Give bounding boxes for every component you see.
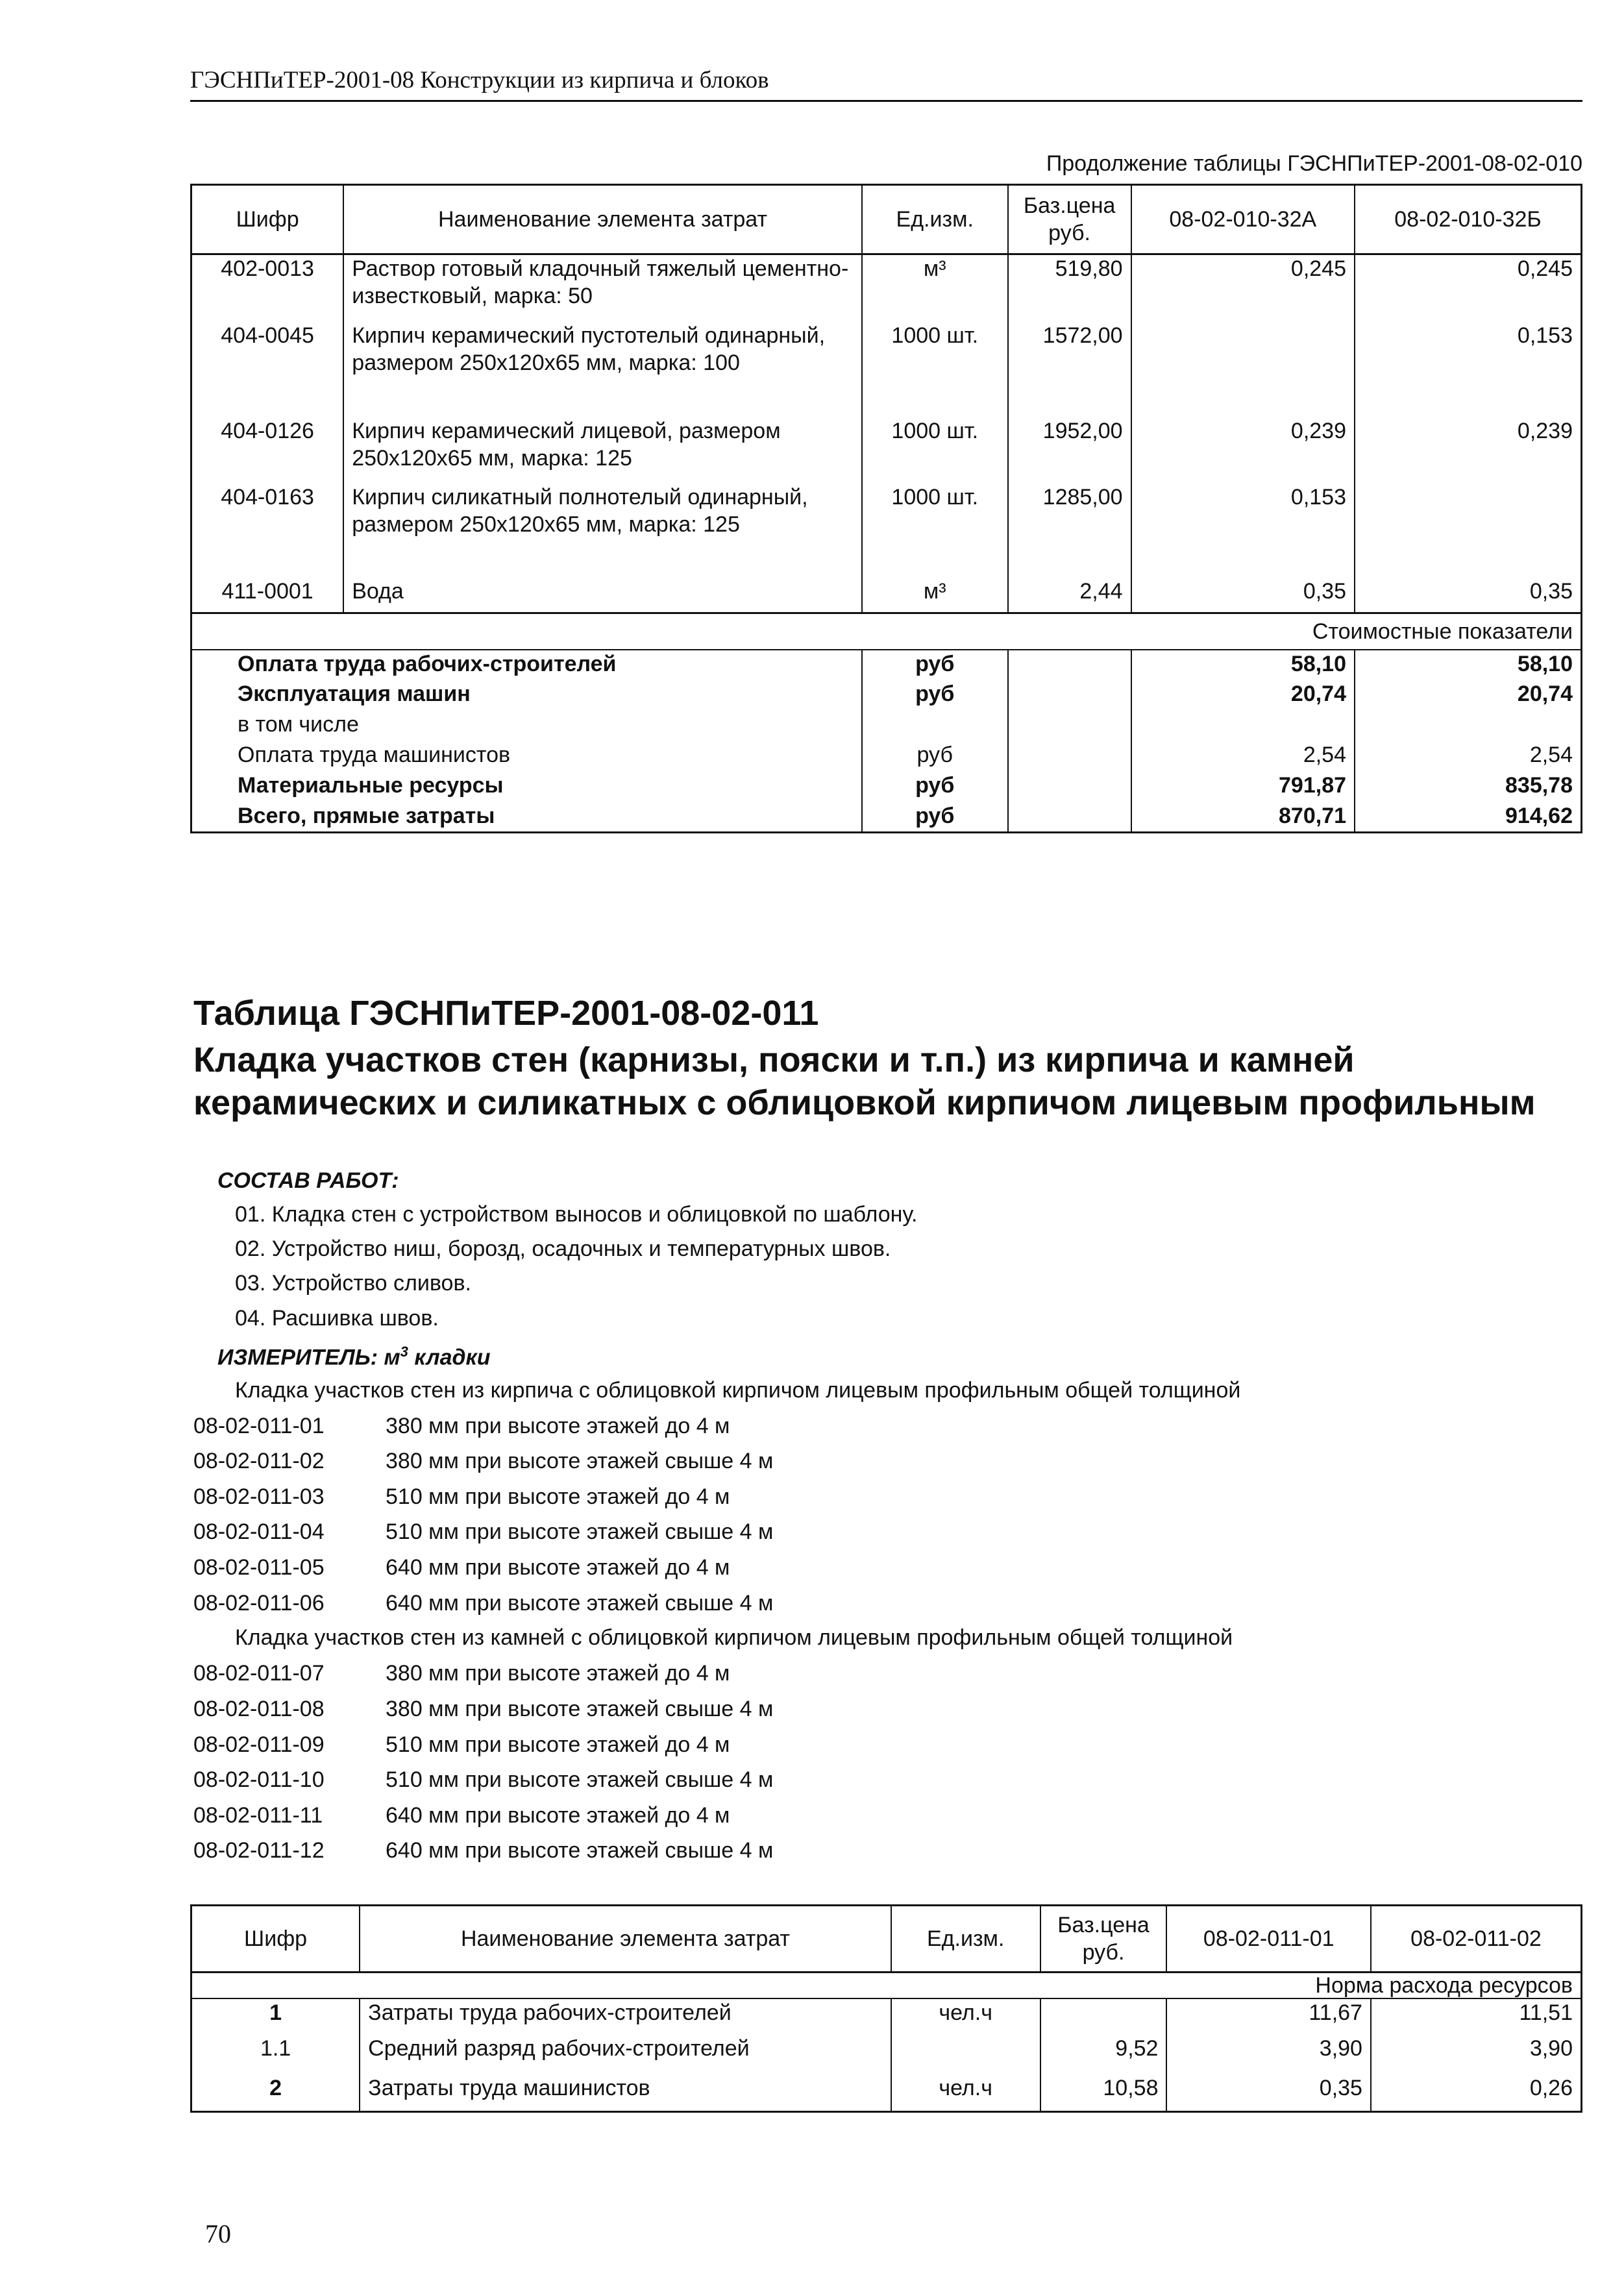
row-name: Средний разряд рабочих-строителей bbox=[360, 2035, 891, 2074]
section-label: Норма расхода ресурсов bbox=[191, 1973, 1582, 1999]
row-code: 1 bbox=[269, 2000, 282, 2025]
cost-value-b: 2,54 bbox=[1355, 741, 1581, 772]
row-value-a: 0,153 bbox=[1131, 484, 1355, 578]
row-unit: 1000 шт. bbox=[862, 322, 1008, 417]
table-row bbox=[191, 322, 1582, 417]
row-price: 1952,00 bbox=[1008, 417, 1131, 484]
cost-name: Всего, прямые затраты bbox=[238, 803, 495, 828]
cost-unit: руб bbox=[862, 772, 1008, 802]
row-value-a: 0,35 bbox=[1131, 578, 1355, 613]
row-price: 1572,00 bbox=[1008, 322, 1131, 417]
row-value-a: 0,35 bbox=[1166, 2074, 1370, 2111]
item-code: 08-02-011-10 bbox=[193, 1767, 325, 1792]
cost-name: Материальные ресурсы bbox=[238, 772, 504, 798]
cost-row bbox=[191, 711, 1582, 741]
row-code: 404-0126 bbox=[221, 418, 314, 443]
row-value-b: 3,90 bbox=[1371, 2035, 1582, 2074]
item-code: 08-02-011-04 bbox=[193, 1519, 325, 1544]
table-row bbox=[191, 254, 1582, 322]
code-list-item bbox=[193, 1803, 730, 1828]
item-text: 380 мм при высоте этажей свыше 4 м bbox=[386, 1697, 774, 1721]
item-code: 08-02-011-06 bbox=[193, 1591, 325, 1616]
table-row bbox=[191, 417, 1582, 484]
row-value-a: 3,90 bbox=[1166, 2035, 1370, 2074]
resource-table-010 bbox=[190, 184, 1582, 833]
row-value-a bbox=[1131, 322, 1355, 417]
header-code: Шифр bbox=[191, 185, 344, 254]
row-value-b: 0,239 bbox=[1355, 417, 1581, 484]
code-list-item bbox=[193, 1484, 730, 1510]
header-name: Наименование элемента затрат bbox=[360, 1906, 891, 1973]
cost-name: Эксплуатация машин bbox=[238, 681, 471, 706]
composition-step: 03. Устройство сливов. bbox=[235, 1271, 471, 1296]
row-price: 9,52 bbox=[1040, 2035, 1167, 2074]
item-code: 08-02-011-11 bbox=[193, 1803, 323, 1828]
cost-price-empty bbox=[1008, 741, 1131, 772]
row-value-b: 11,51 bbox=[1371, 1998, 1582, 2035]
code-list-item bbox=[193, 1449, 773, 1474]
code-list-item bbox=[193, 1661, 730, 1686]
row-code: 402-0013 bbox=[221, 256, 314, 281]
item-code: 08-02-011-09 bbox=[193, 1732, 325, 1757]
cost-value-a: 2,54 bbox=[1131, 741, 1355, 772]
row-name: Раствор готовый кладочный тяжелый цементно-известковый, марка: 50 bbox=[343, 254, 862, 322]
row-code: 2 bbox=[269, 2076, 282, 2100]
cost-price-empty bbox=[1008, 802, 1131, 833]
item-text: 380 мм при высоте этажей до 4 м bbox=[386, 1414, 730, 1438]
header-price: Баз.цена руб. bbox=[1040, 1906, 1167, 1973]
item-code: 08-02-011-12 bbox=[193, 1838, 325, 1863]
item-code: 08-02-011-03 bbox=[193, 1484, 325, 1509]
row-unit: 1000 шт. bbox=[862, 417, 1008, 484]
row-unit bbox=[891, 2035, 1040, 2074]
cost-row bbox=[191, 741, 1582, 772]
code-list-item bbox=[193, 1697, 773, 1722]
row-value-b: 0,245 bbox=[1355, 254, 1581, 322]
meter-unit: м bbox=[384, 1345, 400, 1370]
row-unit: м³ bbox=[862, 578, 1008, 613]
header-col-b: 08-02-011-02 bbox=[1371, 1906, 1582, 1973]
header-rule bbox=[190, 100, 1582, 102]
header-price: Баз.цена руб. bbox=[1008, 185, 1131, 254]
header-name: Наименование элемента затрат bbox=[343, 185, 862, 254]
meter-label: ИЗМЕРИТЕЛЬ: bbox=[217, 1345, 378, 1370]
composition-step: 02. Устройство ниш, борозд, осадочных и температурных швов. bbox=[235, 1236, 891, 1261]
code-list-item bbox=[193, 1519, 773, 1545]
continuation-note: Продолжение таблицы ГЭСНПиТЕР-2001-08-02-010 bbox=[1046, 151, 1582, 176]
code-list-item bbox=[193, 1767, 773, 1793]
header-col-b: 08-02-010-32Б bbox=[1355, 185, 1581, 254]
resource-table-011 bbox=[190, 1904, 1582, 2113]
cost-value-a: 870,71 bbox=[1131, 802, 1355, 833]
table-row bbox=[191, 484, 1582, 578]
cost-value-b: 20,74 bbox=[1355, 680, 1581, 711]
row-unit: 1000 шт. bbox=[862, 484, 1008, 578]
item-text: 510 мм при высоте этажей до 4 м bbox=[386, 1484, 730, 1509]
table-row bbox=[191, 578, 1582, 613]
row-unit: чел.ч bbox=[891, 2074, 1040, 2111]
code-list-item bbox=[193, 1838, 773, 1863]
meter-line bbox=[217, 1344, 491, 1370]
cost-name: Оплата труда машинистов bbox=[238, 742, 511, 767]
group-heading-stone: Кладка участков стен из камней с облицовкой кирпичом лицевым профильным общей толщиной bbox=[235, 1625, 1233, 1650]
row-value-b: 0,35 bbox=[1355, 578, 1581, 613]
section-label: Стоимостные показатели bbox=[191, 613, 1582, 650]
row-price: 1285,00 bbox=[1008, 484, 1131, 578]
item-code: 08-02-011-07 bbox=[193, 1661, 325, 1686]
row-value-b: 0,26 bbox=[1371, 2074, 1582, 2111]
cost-value-b: 914,62 bbox=[1355, 802, 1581, 833]
header-code: Шифр bbox=[191, 1906, 360, 1973]
cost-name: в том числе bbox=[238, 711, 359, 737]
item-text: 380 мм при высоте этажей свыше 4 м bbox=[386, 1449, 774, 1473]
section-label-row bbox=[191, 613, 1582, 650]
item-text: 640 мм при высоте этажей свыше 4 м bbox=[386, 1591, 774, 1616]
item-code: 08-02-011-01 bbox=[193, 1414, 325, 1438]
cost-price-empty bbox=[1008, 650, 1131, 680]
table-header-row bbox=[191, 1906, 1582, 1973]
composition-step: 04. Расшивка швов. bbox=[235, 1306, 439, 1331]
table-title: Таблица ГЭСНПиТЕР-2001-08-02-011 bbox=[193, 994, 819, 1033]
cost-price-empty bbox=[1008, 680, 1131, 711]
item-text: 510 мм при высоте этажей свыше 4 м bbox=[386, 1519, 774, 1544]
row-unit: чел.ч bbox=[891, 1998, 1040, 2035]
item-code: 08-02-011-05 bbox=[193, 1555, 325, 1580]
code-list-item bbox=[193, 1414, 730, 1439]
item-text: 380 мм при высоте этажей до 4 м bbox=[386, 1661, 730, 1686]
header-unit: Ед.изм. bbox=[862, 185, 1008, 254]
item-code: 08-02-011-02 bbox=[193, 1449, 325, 1473]
item-code: 08-02-011-08 bbox=[193, 1697, 325, 1721]
header-unit: Ед.изм. bbox=[891, 1906, 1040, 1973]
row-price bbox=[1040, 1998, 1167, 2035]
running-header: ГЭСНПиТЕР-2001-08 Конструкции из кирпича и блоков bbox=[190, 67, 769, 93]
row-price: 2,44 bbox=[1008, 578, 1131, 613]
section-heading: Кладка участков стен (карнизы, пояски и т.п.) из кирпича и камней керамических и силикатных с облицовкой кирпичом лицевым профильным bbox=[193, 1040, 1536, 1122]
row-name: Затраты труда рабочих-строителей bbox=[360, 1998, 891, 2035]
cost-value-a bbox=[1131, 711, 1355, 741]
code-list-item bbox=[193, 1555, 730, 1580]
cost-unit: руб bbox=[862, 680, 1008, 711]
cost-row bbox=[191, 772, 1582, 802]
row-value-a: 11,67 bbox=[1166, 1998, 1370, 2035]
cost-value-b bbox=[1355, 711, 1581, 741]
cost-value-b: 58,10 bbox=[1355, 650, 1581, 680]
item-text: 640 мм при высоте этажей свыше 4 м bbox=[386, 1838, 774, 1863]
item-text: 510 мм при высоте этажей до 4 м bbox=[386, 1732, 730, 1757]
item-text: 510 мм при высоте этажей свыше 4 м bbox=[386, 1767, 774, 1792]
row-value-a: 0,239 bbox=[1131, 417, 1355, 484]
row-name: Вода bbox=[343, 578, 862, 613]
cost-value-a: 791,87 bbox=[1131, 772, 1355, 802]
item-text: 640 мм при высоте этажей до 4 м bbox=[386, 1555, 730, 1580]
table-header-row bbox=[191, 185, 1582, 254]
cost-value-b: 835,78 bbox=[1355, 772, 1581, 802]
row-code: 404-0163 bbox=[221, 484, 314, 510]
item-text: 640 мм при высоте этажей до 4 м bbox=[386, 1803, 730, 1828]
row-name: Затраты труда машинистов bbox=[360, 2074, 891, 2111]
header-col-a: 08-02-011-01 bbox=[1166, 1906, 1370, 1973]
composition-step: 01. Кладка стен с устройством выносов и облицовкой по шаблону. bbox=[235, 1202, 918, 1227]
cost-price-empty bbox=[1008, 711, 1131, 741]
page-number: 70 bbox=[205, 2219, 231, 2248]
row-price: 519,80 bbox=[1008, 254, 1131, 322]
code-list-item bbox=[193, 1732, 730, 1758]
meter-text: кладки bbox=[414, 1345, 491, 1370]
cost-row bbox=[191, 802, 1582, 833]
cost-row bbox=[191, 680, 1582, 711]
code-list-item bbox=[193, 1591, 773, 1616]
cost-price-empty bbox=[1008, 772, 1131, 802]
cost-row bbox=[191, 650, 1582, 680]
table-row bbox=[191, 2035, 1582, 2074]
row-name: Кирпич силикатный полнотелый одинарный, размером 250x120x65 мм, марка: 125 bbox=[343, 484, 862, 578]
row-code: 411-0001 bbox=[221, 578, 314, 604]
row-value-b: 0,153 bbox=[1355, 322, 1581, 417]
row-unit: м³ bbox=[862, 254, 1008, 322]
row-name: Кирпич керамический пустотелый одинарный, размером 250x120x65 мм, марка: 100 bbox=[343, 322, 862, 417]
row-value-b bbox=[1355, 484, 1581, 578]
row-code: 1.1 bbox=[260, 2036, 291, 2061]
cost-unit: руб bbox=[862, 650, 1008, 680]
row-value-a: 0,245 bbox=[1131, 254, 1355, 322]
cost-name: Оплата труда рабочих-строителей bbox=[238, 651, 617, 676]
cost-unit bbox=[862, 711, 1008, 741]
row-code: 404-0045 bbox=[221, 323, 314, 348]
row-price: 10,58 bbox=[1040, 2074, 1167, 2111]
group-heading-brick: Кладка участков стен из кирпича с облицовкой кирпичом лицевым профильным общей толщиной bbox=[235, 1378, 1241, 1403]
composition-label: СОСТАВ РАБОТ: bbox=[217, 1168, 399, 1193]
cost-value-a: 58,10 bbox=[1131, 650, 1355, 680]
section-label-row bbox=[191, 1973, 1582, 1999]
table-row bbox=[191, 2074, 1582, 2111]
cost-unit: руб bbox=[862, 741, 1008, 772]
meter-exponent: 3 bbox=[400, 1344, 408, 1360]
cost-unit: руб bbox=[862, 802, 1008, 833]
cost-value-a: 20,74 bbox=[1131, 680, 1355, 711]
header-col-a: 08-02-010-32А bbox=[1131, 185, 1355, 254]
table-row bbox=[191, 1998, 1582, 2035]
row-name: Кирпич керамический лицевой, размером 250x120x65 мм, марка: 125 bbox=[343, 417, 862, 484]
